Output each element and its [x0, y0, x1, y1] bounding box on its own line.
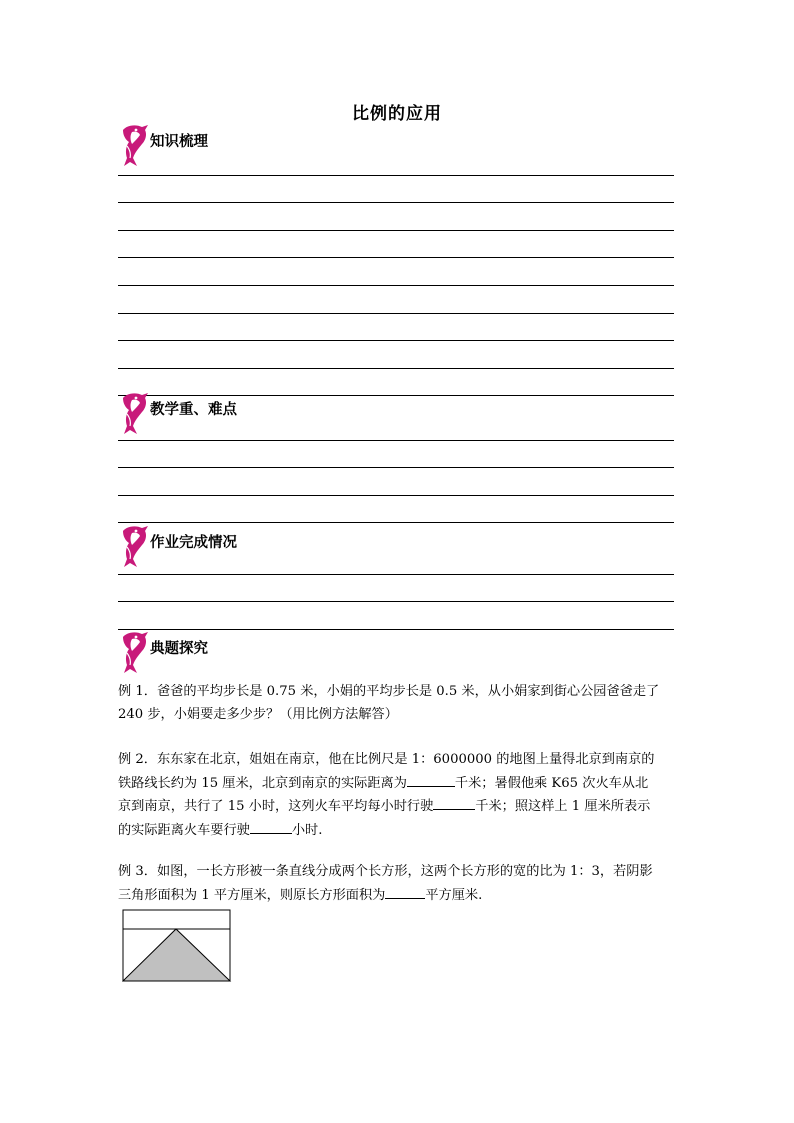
section-examples [118, 629, 674, 675]
section-header [118, 629, 674, 675]
section-knowledge [118, 122, 674, 396]
example-2-text: 小时. [291, 822, 323, 838]
section-header [118, 122, 674, 168]
example-2-text: 京到南京，共行了 15 小时，这列火车平均每小时行驶 [118, 799, 434, 814]
section-homework [118, 523, 674, 630]
writing-line [118, 314, 674, 342]
dolphin-icon [118, 390, 150, 436]
answer-blank[interactable] [407, 772, 455, 787]
example-1 [118, 681, 674, 726]
rectangle-figure [122, 909, 232, 983]
page-title: 比例的应用 [352, 104, 442, 124]
dolphin-icon [118, 523, 150, 569]
writing-line [118, 468, 674, 496]
writing-line [118, 176, 674, 204]
writing-line [118, 258, 674, 286]
writing-lines [118, 148, 674, 396]
writing-line [118, 602, 674, 630]
example-1-line-1: 例 1．爸爸的平均步长是 0.75 米，小娟的平均步长是 0.5 米，从小娟家到街心公园爸爸走了 [118, 684, 660, 699]
writing-line [118, 286, 674, 314]
dolphin-icon [118, 122, 150, 168]
section-key-points [118, 390, 674, 523]
answer-blank[interactable] [385, 884, 425, 899]
writing-line [118, 575, 674, 603]
example-3-text: 平方厘米. [425, 887, 483, 903]
example-2-text: 千米；暑假他乘 K65 次火车从北 [454, 775, 649, 791]
section-header [118, 523, 674, 569]
example-3 [118, 861, 674, 907]
example-3-line-2 [118, 884, 674, 908]
writing-line [118, 496, 674, 524]
section-header [118, 390, 674, 436]
section-title: 作业完成情况 [150, 535, 237, 551]
section-title: 典题探究 [150, 641, 208, 657]
example-2 [118, 749, 674, 842]
example-2-text: 千米；照这样上 1 厘米所表示 [475, 799, 651, 814]
writing-line [118, 203, 674, 231]
writing-line [118, 441, 674, 469]
example-2-line-1: 例 2．东东家在北京，姐姐在南京，他在比例尺是 1：6000000 的地图上量得北京到南京的 [118, 752, 655, 767]
example-2-line-4 [118, 819, 674, 843]
dolphin-icon [118, 629, 150, 675]
example-2-text: 的实际距离火车要行驶 [118, 822, 250, 838]
example-2-text: 铁路线长约为 15 厘米，北京到南京的实际距离为 [118, 775, 407, 791]
writing-line [118, 341, 674, 369]
answer-blank[interactable] [433, 795, 475, 810]
example-2-line-2 [118, 772, 674, 796]
writing-line [118, 231, 674, 259]
section-title: 知识梳理 [150, 134, 208, 150]
example-3-line-1: 例 3．如图，一长方形被一条直线分成两个长方形，这两个长方形的宽的比为 1：3，若阴影 [118, 864, 653, 879]
answer-blank[interactable] [250, 819, 292, 834]
example-2-line-3 [118, 795, 674, 819]
section-title: 教学重、难点 [150, 402, 237, 418]
example-1-line-2: 240 步，小娟要走多少步？（用比例方法解答） [118, 706, 398, 722]
example-3-text: 三角形面积为 1 平方厘米，则原长方形面积为 [118, 887, 386, 903]
